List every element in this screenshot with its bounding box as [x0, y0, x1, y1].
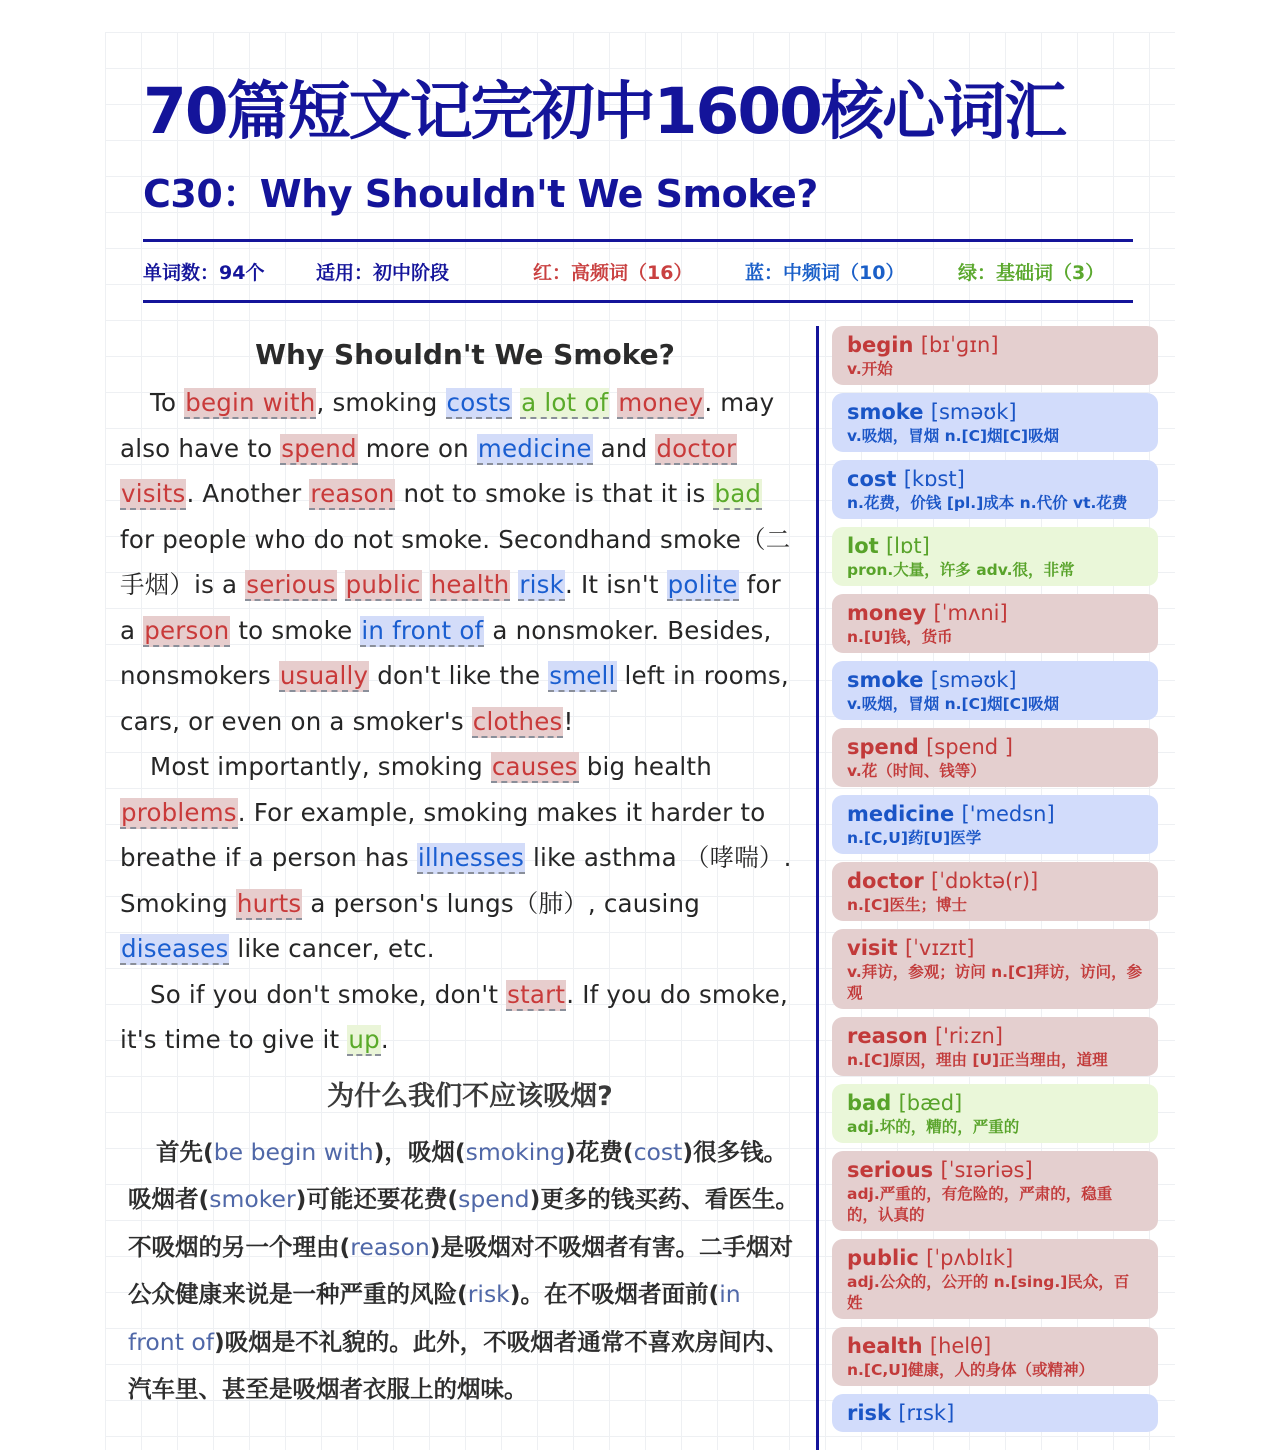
- vocab-definition: adj.公众的，公开的 n.[sing.]民众，百姓: [847, 1273, 1130, 1312]
- vocab-highlight[interactable]: doctor: [656, 433, 737, 463]
- vocab-phonetic: ['medsn]: [961, 802, 1055, 826]
- vocab-highlight[interactable]: public: [345, 570, 421, 599]
- vocab-highlight[interactable]: diseases: [121, 934, 229, 963]
- keyword: be begin with: [213, 1137, 374, 1166]
- vocab-word: money: [847, 601, 927, 625]
- vocab-highlight[interactable]: in front of: [361, 615, 484, 645]
- vocab-card-serious[interactable]: [832, 1151, 1158, 1231]
- vocab-highlight[interactable]: health: [430, 570, 510, 599]
- vocab-phonetic: [sməʊk]: [930, 668, 1017, 692]
- vocab-highlight[interactable]: up: [348, 1025, 380, 1054]
- vocab-highlight[interactable]: start: [507, 979, 566, 1009]
- keyword: reason: [350, 1232, 430, 1261]
- vocab-definition: pron.大量，许多 adv.很，非常: [847, 561, 1075, 579]
- text: )很多钱。吸烟者(: [128, 1137, 788, 1213]
- text: don't like the: [369, 661, 549, 690]
- translation-title: 为什么我们不应该吸烟?: [327, 1080, 613, 1112]
- text: for a: [120, 570, 781, 645]
- vocab-card-begin[interactable]: [832, 326, 1158, 385]
- vocab-definition: adj.坏的，糟的，严重的: [847, 1118, 1020, 1136]
- vocab-highlight[interactable]: money: [618, 388, 704, 417]
- vocab-phonetic: [ˈpʌblɪk]: [926, 1246, 1014, 1270]
- vocab-definition: v.花（时间、钱等）: [847, 762, 986, 780]
- text: like asthma （哮喘）. Smoking: [120, 843, 792, 918]
- vocab-highlight[interactable]: begin with: [185, 388, 316, 417]
- legend-high-frequency: 红：高频词（16）: [533, 262, 693, 284]
- lesson-title: C30：Why Shouldn't We Smoke?: [143, 172, 818, 216]
- vocab-word: reason: [847, 1024, 928, 1048]
- word-count: 单词数：94个: [143, 262, 265, 284]
- vocab-highlight[interactable]: medicine: [477, 433, 592, 463]
- keyword: spend: [458, 1185, 530, 1213]
- vocab-phonetic: [kɒst]: [903, 467, 965, 491]
- vocab-card-bad[interactable]: [832, 1084, 1158, 1143]
- vocab-highlight[interactable]: usually: [279, 661, 369, 690]
- vocab-definition: v.开始: [847, 360, 893, 378]
- text: )，吸烟(: [373, 1137, 466, 1166]
- vocab-card-money[interactable]: [832, 594, 1158, 653]
- vocab-highlight[interactable]: costs: [446, 388, 512, 417]
- text: left in rooms, cars, or even on a smoker's: [120, 661, 789, 736]
- text: . It isn't: [565, 570, 667, 599]
- header-rule-top: [143, 239, 1133, 242]
- text: like cancer, etc.: [229, 934, 435, 963]
- text: 首先(: [156, 1137, 214, 1166]
- text: )花费(: [565, 1137, 634, 1166]
- legend-basic: 绿：基础词（3）: [958, 262, 1105, 284]
- vocab-card-medicine[interactable]: [832, 795, 1158, 854]
- vocab-highlight[interactable]: smell: [549, 661, 616, 690]
- vocab-phonetic: [spend ]: [926, 735, 1013, 759]
- vocab-word: spend: [847, 735, 919, 759]
- vocab-highlight[interactable]: polite: [667, 570, 738, 599]
- vocab-word: risk: [847, 1401, 892, 1425]
- vocab-highlight[interactable]: a lot of: [521, 388, 609, 417]
- text: not to smoke is that it is: [395, 479, 714, 508]
- vocab-word: health: [847, 1334, 923, 1358]
- vocab-card-visit[interactable]: [832, 929, 1158, 1009]
- vocab-card-risk[interactable]: [832, 1394, 1158, 1432]
- vocab-word: smoke: [847, 668, 924, 692]
- text: to smoke: [230, 615, 361, 645]
- main-title: 70篇短文记完初中1600核心词汇: [143, 75, 1066, 148]
- vocab-word: serious: [847, 1158, 934, 1182]
- vocab-word: visit: [847, 936, 898, 960]
- text: [512, 388, 520, 417]
- vocab-phonetic: [ˈdɒktə(r)]: [931, 869, 1039, 893]
- text: [422, 570, 430, 599]
- vocab-list: [832, 326, 1158, 1440]
- text: )吸烟是不礼貌的。此外，不吸烟者通常不喜欢房间内、汽车里、甚至是吸烟者衣服上的烟味。: [128, 1327, 789, 1403]
- vocab-word: begin: [847, 333, 914, 357]
- text: So if you don't smoke, don't: [150, 979, 507, 1009]
- text: To: [150, 388, 185, 417]
- vocab-highlight[interactable]: hurts: [236, 888, 302, 918]
- keyword: risk: [467, 1280, 510, 1308]
- vocab-card-reason[interactable]: [832, 1017, 1158, 1076]
- vocab-phonetic: [sməʊk]: [930, 400, 1017, 424]
- vocab-definition: n.[C,U]健康，人的身体（或精神）: [847, 1361, 1094, 1379]
- text: . Another: [186, 479, 310, 508]
- vocab-highlight[interactable]: visits: [121, 479, 186, 508]
- vocab-definition: v.吸烟，冒烟 n.[C]烟[C]吸烟: [847, 695, 1060, 713]
- vocab-card-doctor[interactable]: [832, 862, 1158, 921]
- text: !: [563, 706, 574, 736]
- vocab-definition: v.拜访，参观；访问 n.[C]拜访，访问，参观: [847, 963, 1143, 1002]
- text: Most importantly, smoking: [150, 752, 491, 781]
- text: more on: [357, 433, 477, 463]
- keyword: in front of: [128, 1280, 741, 1356]
- keyword: cost: [633, 1137, 683, 1166]
- vocab-definition: n.[C]原因，理由 [U]正当理由，道理: [847, 1051, 1108, 1069]
- vocab-highlight[interactable]: illnesses: [417, 843, 525, 872]
- vocab-card-spend[interactable]: [832, 728, 1158, 787]
- vocab-highlight[interactable]: bad: [714, 479, 762, 508]
- vocab-definition: n.花费，价钱 [pl.]成本 n.代价 vt.花费: [847, 494, 1128, 512]
- vocab-phonetic: [ˈvɪzɪt]: [904, 936, 975, 960]
- vocab-card-smoke-2[interactable]: [832, 661, 1158, 720]
- text: a nonsmoker. Besides, nonsmokers: [120, 615, 772, 690]
- text: .: [380, 1025, 389, 1054]
- vocab-definition: n.[C]医生；博士: [847, 896, 967, 914]
- vocab-definition: v.吸烟，冒烟 n.[C]烟[C]吸烟: [847, 427, 1060, 445]
- vocab-word: public: [847, 1246, 919, 1270]
- vocab-phonetic: [lɒt]: [885, 534, 930, 558]
- vocab-word: doctor: [847, 869, 924, 893]
- paragraph-3: [120, 972, 800, 1063]
- vocab-highlight[interactable]: clothes: [472, 706, 563, 736]
- vocab-card-smoke[interactable]: [832, 393, 1158, 452]
- vocab-word: lot: [847, 534, 879, 558]
- legend-mid-frequency: 蓝：中频词（10）: [745, 262, 905, 284]
- text: )可能还要花费(: [295, 1185, 459, 1213]
- article-title: Why Shouldn't We Smoke?: [255, 338, 675, 371]
- text: and: [592, 433, 656, 463]
- vocab-phonetic: [rɪsk]: [898, 1401, 955, 1425]
- vocab-card-health[interactable]: [832, 1327, 1158, 1386]
- text: )更多的钱买药、看医生。不吸烟的另一个理由(: [128, 1185, 799, 1261]
- meta-row: [143, 256, 1133, 290]
- vocab-word: smoke: [847, 400, 924, 424]
- vocab-phonetic: ['riːzn]: [934, 1024, 1004, 1048]
- vocab-definition: n.[C,U]药[U]医学: [847, 829, 982, 847]
- vocab-highlight[interactable]: risk: [519, 570, 564, 599]
- text: )。在不吸烟者面前(: [509, 1280, 720, 1308]
- paragraph-1: [120, 380, 800, 744]
- translation-paragraph: [120, 1129, 800, 1414]
- vocab-phonetic: [bæd]: [898, 1091, 963, 1115]
- column-divider: [816, 326, 819, 1450]
- text: )是吸烟对不吸烟者有害。二手烟对公众健康来说是一种严重的风险(: [128, 1232, 794, 1308]
- vocab-definition: n.[U]钱，货币: [847, 628, 953, 646]
- vocab-word: bad: [847, 1091, 892, 1115]
- level-label: 适用：初中阶段: [316, 262, 450, 284]
- vocab-highlight[interactable]: causes: [491, 752, 578, 781]
- text: big health: [578, 752, 712, 781]
- vocab-card-lot[interactable]: [832, 527, 1158, 586]
- vocab-highlight[interactable]: person: [144, 615, 230, 645]
- text: . may also have to: [120, 388, 775, 463]
- text: . If you do smoke, it's time to give it: [120, 979, 788, 1054]
- text: a person's lungs（肺）, causing: [302, 888, 700, 918]
- vocab-highlight[interactable]: spend: [281, 433, 357, 463]
- vocab-highlight[interactable]: problems: [121, 797, 237, 827]
- vocab-highlight[interactable]: reason: [310, 479, 395, 508]
- vocab-phonetic: [bɪˈɡɪn]: [920, 333, 999, 357]
- header-rule-bottom: [143, 300, 1133, 303]
- paragraph-2: [120, 744, 800, 972]
- vocab-card-cost[interactable]: [832, 460, 1158, 519]
- vocab-phonetic: [ˈsɪəriəs]: [940, 1158, 1033, 1182]
- vocab-phonetic: [helθ]: [929, 1334, 992, 1358]
- text: [337, 570, 345, 599]
- keyword: smoking: [465, 1137, 566, 1166]
- vocab-definition: adj.严重的，有危险的，严肃的，稳重的，认真的: [847, 1185, 1113, 1224]
- vocab-card-public[interactable]: [832, 1239, 1158, 1319]
- vocab-highlight[interactable]: serious: [246, 570, 336, 599]
- keyword: smoker: [209, 1185, 296, 1213]
- vocab-word: cost: [847, 467, 897, 491]
- article: [120, 330, 800, 1414]
- vocab-word: medicine: [847, 802, 955, 826]
- text: for people who do not smoke. Secondhand smoke（二手烟）is a: [120, 524, 791, 599]
- text: . For example, smoking makes it harder to breathe if a person has: [120, 797, 766, 872]
- text: , smoking: [316, 388, 446, 417]
- vocab-phonetic: [ˈmʌni]: [933, 601, 1008, 625]
